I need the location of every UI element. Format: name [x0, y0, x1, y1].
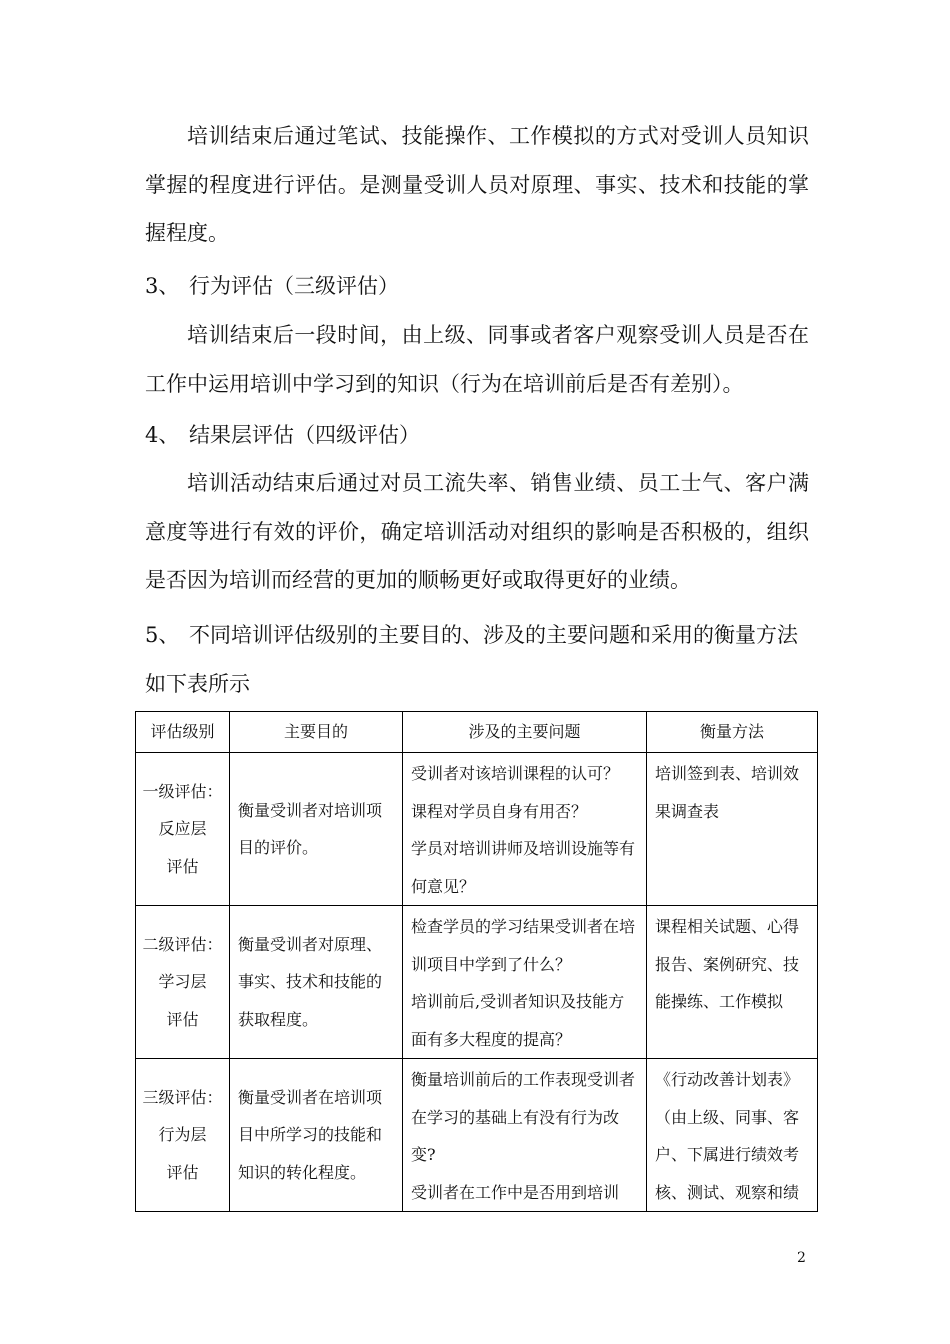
level-cell: 一级评估： 反应层 评估: [136, 753, 230, 906]
header-goal: 主要目的: [230, 712, 403, 753]
heading-text: 结果层评估（四级评估）: [189, 423, 420, 447]
issues-cell: 检查学员的学习结果受训者在培训项目中学到了什么？ 培训前后,受训者知识及技能方面有多大程度的提高？: [403, 906, 647, 1059]
heading-behavior-eval: [145, 262, 809, 310]
paragraph-behavior-eval: 培训结束后一段时间，由上级、同事或者客户观察受训人员是否在工作中运用培训中学习到的知识（行为在培训前后是否有差别）。: [145, 323, 809, 396]
evaluation-levels-table: [135, 711, 818, 1212]
method-cell: 培训签到表、培训效果调查表: [647, 753, 818, 906]
heading-result-eval: [145, 411, 809, 459]
paragraph-knowledge-eval: 培训结束后通过笔试、技能操作、工作模拟的方式对受训人员知识掌握的程度进行评估。是测量受训人员对原理、事实、技术和技能的掌握程度。: [145, 124, 809, 246]
table-header-row: [136, 712, 818, 753]
header-issues: 涉及的主要问题: [403, 712, 647, 753]
level-cell: 二级评估： 学习层 评估: [136, 906, 230, 1059]
goal-cell: 衡量受训者对培训项目的评价。: [230, 753, 403, 906]
table-row: [136, 906, 818, 1059]
issues-cell: 受训者对该培训课程的认可？ 课程对学员自身有用否？ 学员对培训讲师及培训设施等有何意见？: [403, 753, 647, 906]
paragraph-result-eval: 培训活动结束后通过对员工流失率、销售业绩、员工士气、客户满意度等进行有效的评价，确定培训活动对组织的影响是否积极的，组织是否因为培训而经营的更加的顺畅更好或取得更好的业绩。: [145, 471, 809, 593]
heading-text: 不同培训评估级别的主要目的、涉及的主要问题和采用的衡量方法如下表所示: [145, 623, 798, 696]
goal-cell: 衡量受训者对原理、事实、技术和技能的获取程度。: [230, 906, 403, 1059]
issues-cell: 衡量培训前后的工作表现受训者在学习的基础上有没有行为改变? 受训者在工作中是否用到培训: [403, 1059, 647, 1212]
page-number: 2: [797, 1250, 806, 1266]
header-level: 评估级别: [136, 712, 230, 753]
table-row: [136, 753, 818, 906]
heading-number: 3、: [145, 274, 180, 298]
heading-number: 4、: [145, 423, 180, 447]
method-cell: 课程相关试题、心得报告、案例研究、技能操练、工作模拟: [647, 906, 818, 1059]
heading-text: 行为评估（三级评估）: [189, 274, 399, 298]
heading-number: 5、: [145, 623, 180, 647]
method-cell: 《行动改善计划表》（由上级、同事、客户、下属进行绩效考核、测试、观察和绩: [647, 1059, 818, 1212]
table-row: [136, 1059, 818, 1212]
goal-cell: 衡量受训者在培训项目中所学习的技能和知识的转化程度。: [230, 1059, 403, 1212]
header-method: 衡量方法: [647, 712, 818, 753]
heading-table-intro: [145, 611, 809, 709]
level-cell: 三级评估： 行为层 评估: [136, 1059, 230, 1212]
